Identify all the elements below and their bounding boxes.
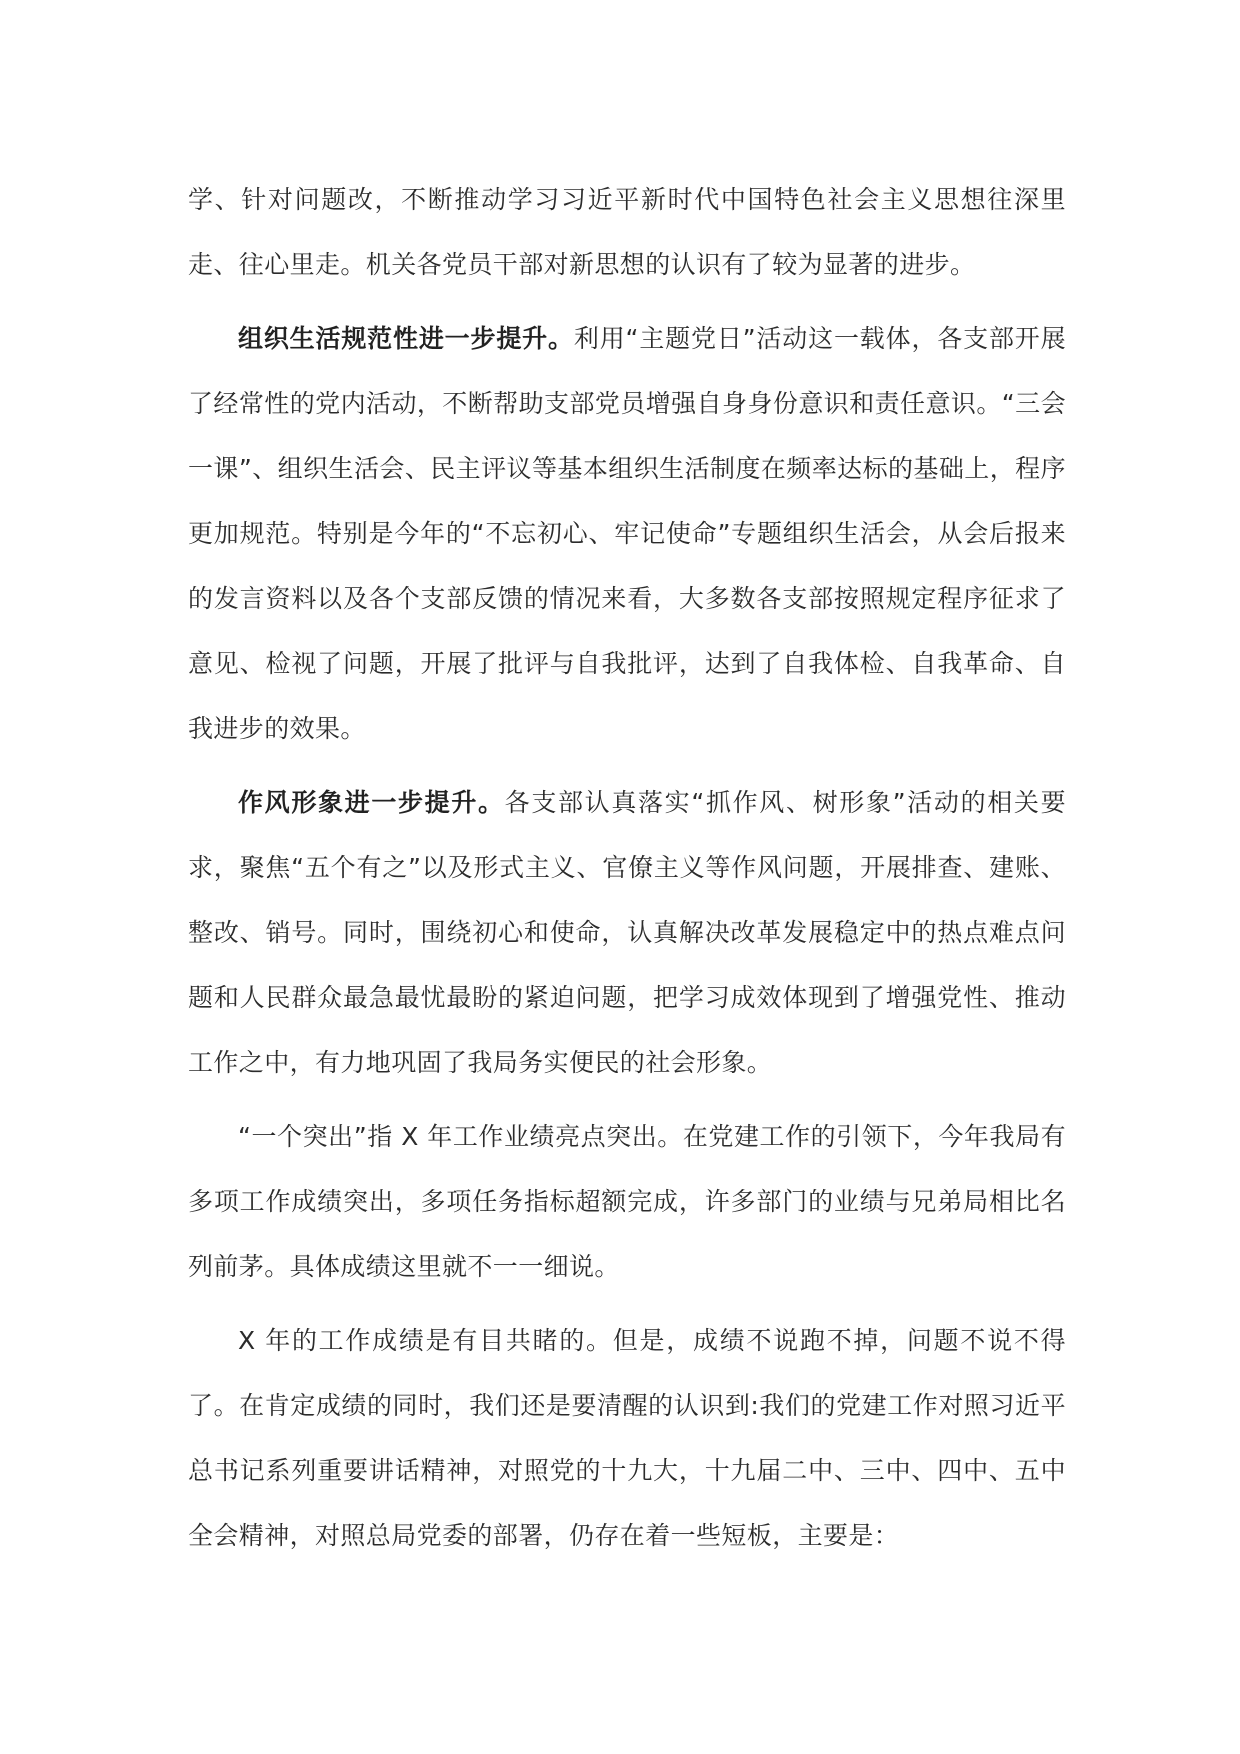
paragraph-4	[188, 1104, 1066, 1299]
paragraph-3	[188, 770, 1066, 1095]
paragraph-text: 学、针对问题改，不断推动学习习近平新时代中国特色社会主义思想往深里走、往心里走。机关各党员干部对新思想的认识有了较为显著的进步。	[188, 185, 1066, 279]
document-page	[188, 167, 1066, 1568]
paragraph-text: 利用“主题党日”活动这一载体，各支部开展了经常性的党内活动，不断帮助支部党员增强自身身份意识和责任意识。“三会一课”、组织生活会、民主评议等基本组织生活制度在频率达标的基础上，程序更加规范。特别是今年的“不忘初心、牢记使命”专题组织生活会，从会后报来的发言资料以及各个支部反馈的情况来看，大多数各支部按照规定程序征求了意见、检视了问题，开展了批评与自我批评，达到了自我体检、自我革命、自我进步的效果。	[188, 324, 1067, 743]
paragraph-5	[188, 1308, 1066, 1568]
paragraph-lead: 组织生活规范性进一步提升。	[238, 324, 574, 353]
paragraph-1	[188, 167, 1066, 297]
paragraph-text: 各支部认真落实“抓作风、树形象”活动的相关要求，聚焦“五个有之”以及形式主义、官僚主义等作风问题，开展排查、建账、整改、销号。同时，围绕初心和使命，认真解决改革发展稳定中的热点难点问题和人民群众最急最忧最盼的紧迫问题，把学习成效体现到了增强党性、推动工作之中，有力地巩固了我局务实便民的社会形象。	[188, 788, 1066, 1077]
paragraph-2	[188, 306, 1066, 761]
paragraph-text: “一个突出”指 X 年工作业绩亮点突出。在党建工作的引领下，今年我局有多项工作成绩突出，多项任务指标超额完成，许多部门的业绩与兄弟局相比名列前茅。具体成绩这里就不一一细说。	[188, 1122, 1066, 1281]
paragraph-text: X 年的工作成绩是有目共睹的。但是，成绩不说跑不掉，问题不说不得了。在肯定成绩的同时，我们还是要清醒的认识到:我们的党建工作对照习近平总书记系列重要讲话精神，对照党的十九大，十九届二中、三中、四中、五中全会精神，对照总局党委的部署，仍存在着一些短板，主要是：	[188, 1326, 1066, 1550]
paragraph-lead: 作风形象进一步提升。	[238, 788, 505, 817]
